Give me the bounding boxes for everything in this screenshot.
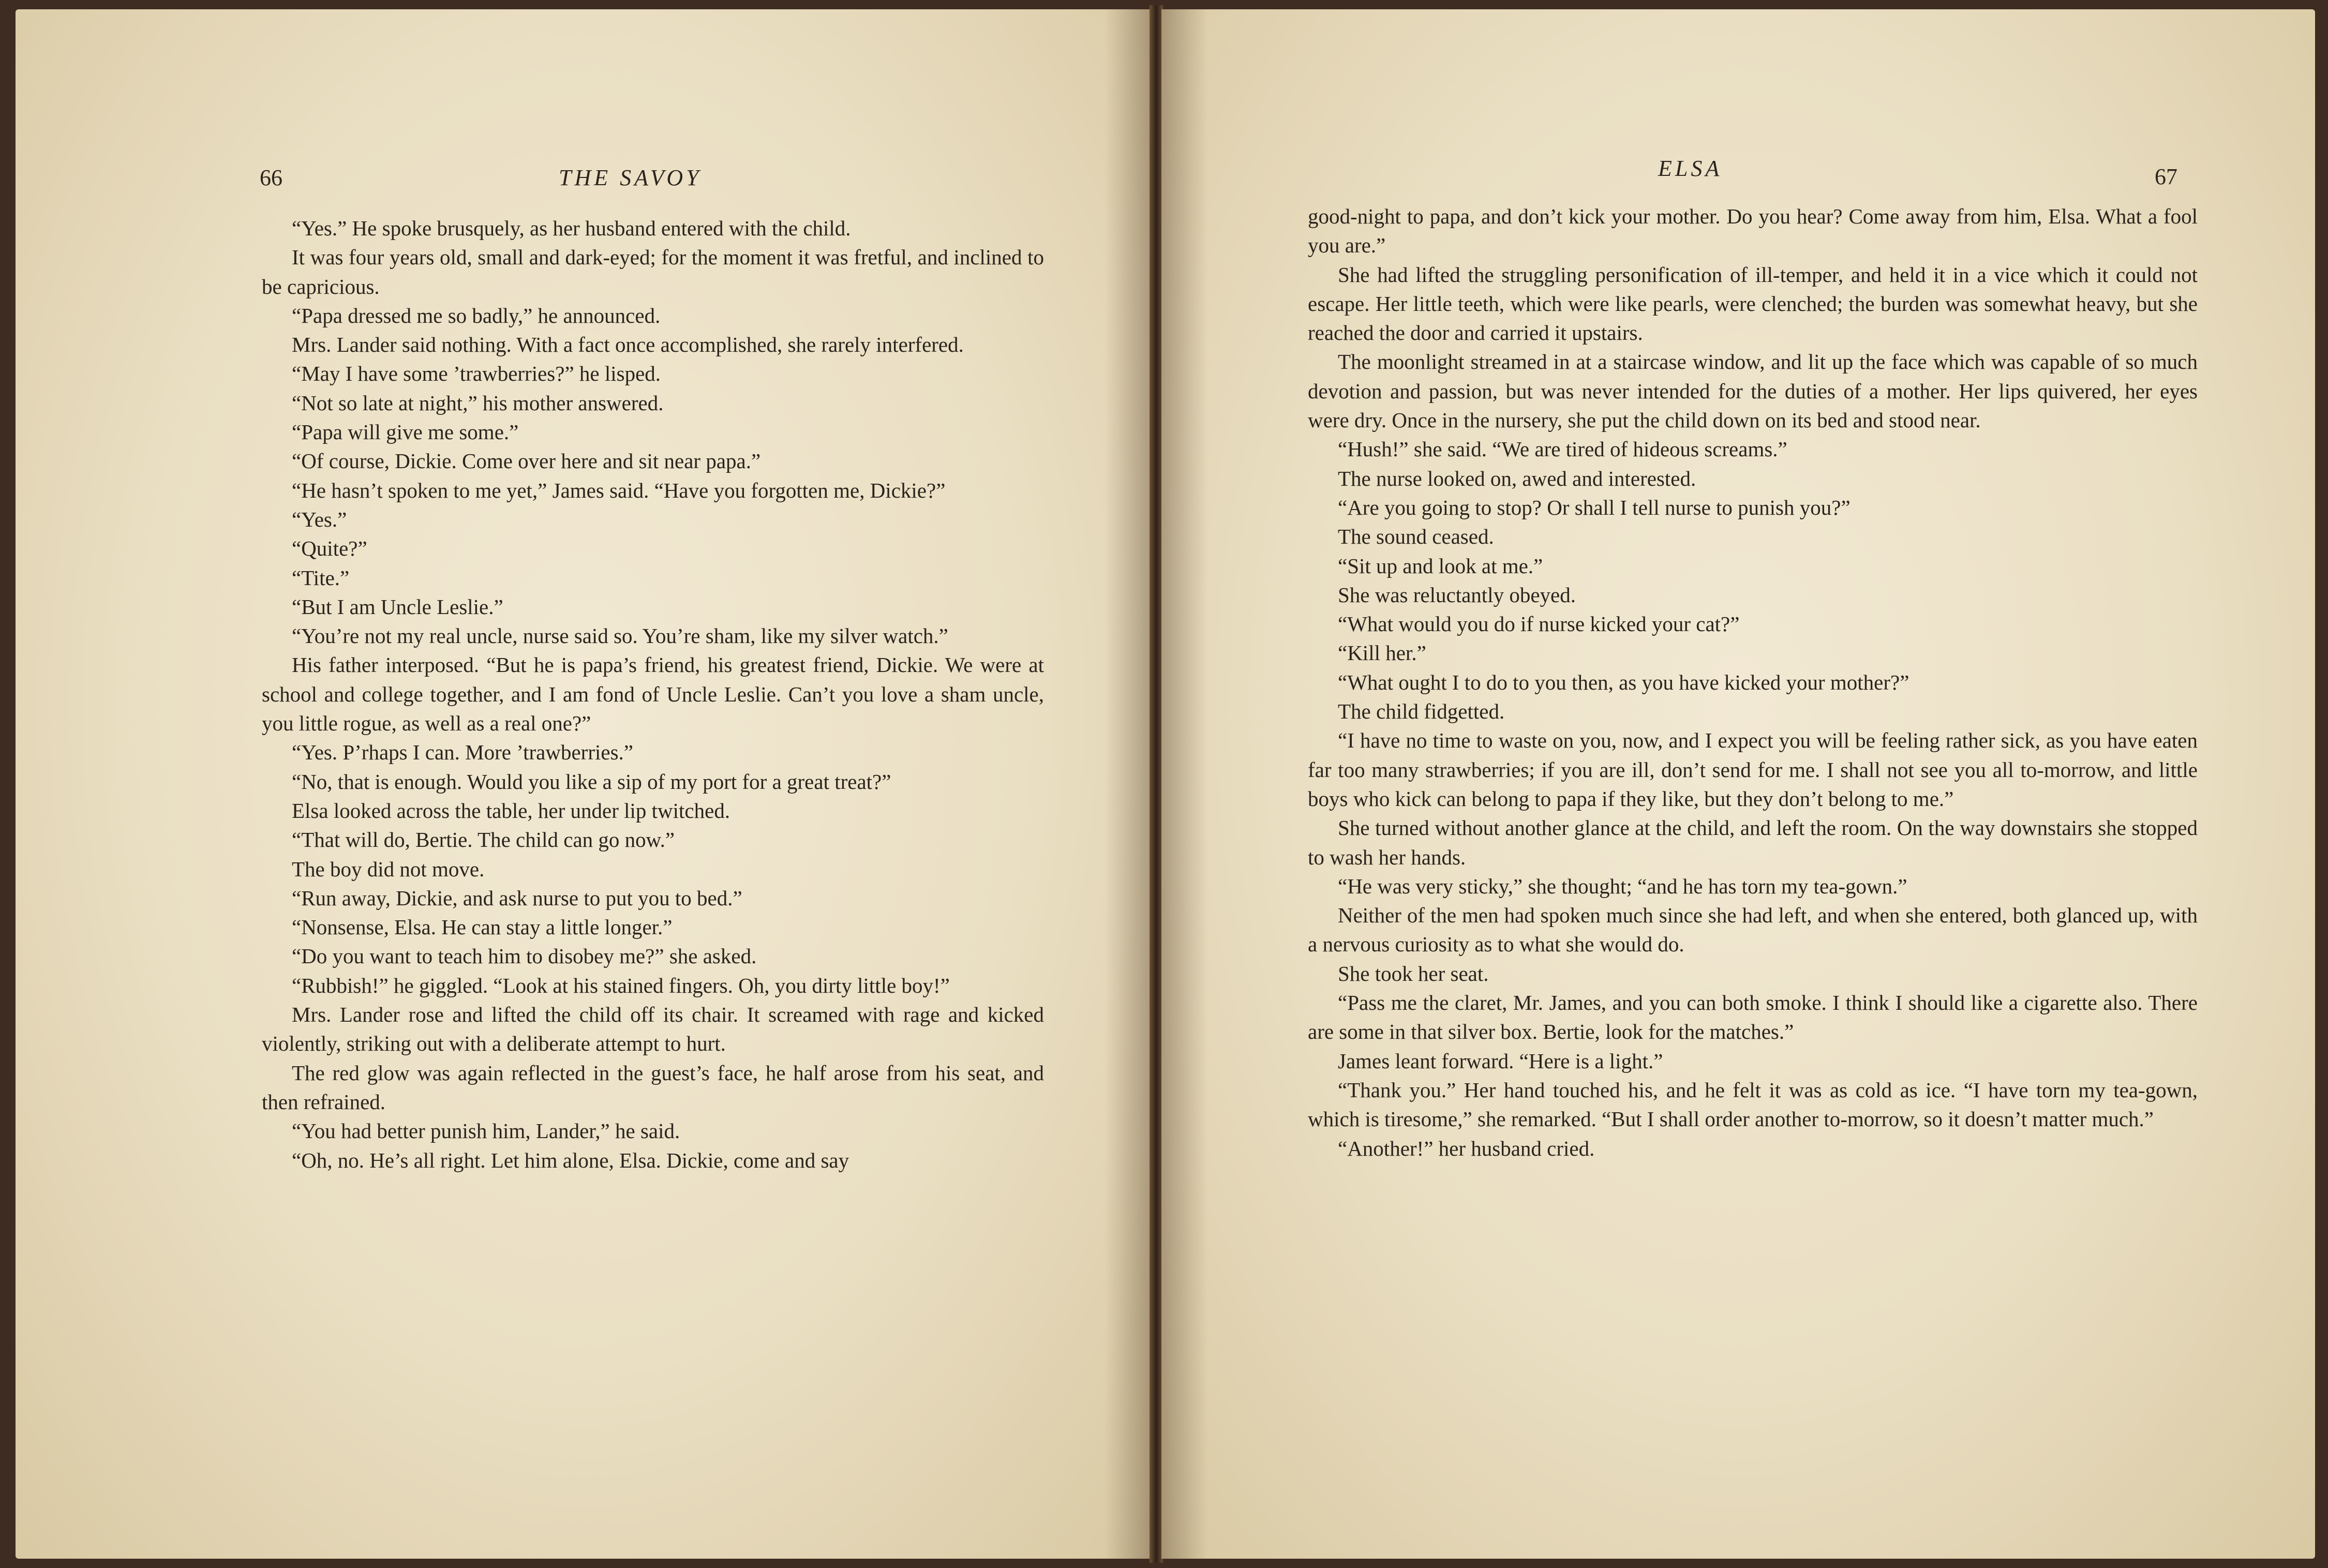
paragraph: “No, that is enough. Would you like a sip of my port for a great treat?” — [292, 769, 891, 794]
body-text — [1308, 202, 2198, 1163]
paragraph: The child fidgetted. — [1338, 699, 1505, 724]
paragraph: She took her seat. — [1338, 961, 1489, 985]
running-title: THE SAVOY — [559, 165, 702, 190]
paragraph: “He was very sticky,” she thought; “and he has torn my tea-gown.” — [1338, 874, 1907, 898]
paragraph: “Rubbish!” he giggled. “Look at his stained fingers. Oh, you dirty little boy!” — [292, 973, 950, 997]
paragraph: “Run away, Dickie, and ask nurse to put you to bed.” — [292, 886, 742, 910]
paragraph: “Hush!” she said. “We are tired of hideous screams.” — [1338, 437, 1787, 461]
page-number: 66 — [260, 165, 282, 190]
paragraph: “Papa will give me some.” — [292, 420, 519, 444]
paragraph: good-night to papa, and don’t kick your mother. Do you hear? Come away from him, Elsa. What a fool you are.” — [1308, 204, 2198, 258]
page-number: 67 — [2155, 164, 2177, 189]
paragraph: It was four years old, small and dark-eyed; for the moment it was fretful, and inclined to be capricious. — [262, 245, 1044, 298]
body-text — [262, 214, 1044, 1175]
paragraph: “Nonsense, Elsa. He can stay a little longer.” — [292, 915, 673, 939]
right-page — [1161, 9, 2315, 1559]
paragraph: “He hasn’t spoken to me yet,” James said. “Have you forgotten me, Dickie?” — [292, 478, 946, 502]
paragraph: “Yes. P’rhaps I can. More ’trawberries.” — [292, 740, 633, 765]
paragraph: The nurse looked on, awed and interested. — [1338, 466, 1696, 490]
paragraph: “Not so late at night,” his mother answered. — [292, 391, 664, 415]
paragraph: She was reluctantly obeyed. — [1338, 583, 1576, 607]
paragraph: The sound ceased. — [1338, 525, 1494, 549]
paragraph: Neither of the men had spoken much since she had left, and when she entered, both glanced up, with a nervous curiosity as to what she would do. — [1308, 903, 2198, 957]
paragraph: “Kill her.” — [1338, 641, 1426, 665]
paragraph: “You’re not my real uncle, nurse said so. You’re sham, like my silver watch.” — [292, 624, 948, 648]
paragraph: The moonlight streamed in at a staircase window, and lit up the face which was capable of so much devotion and passion, but was never intended for the duties of a mother. Her lips quivered, her eyes were dry. Once in the nursery, she put the child down on its bed and stood near. — [1308, 350, 2198, 432]
paragraph: “Another!” her husband cried. — [1338, 1136, 1595, 1160]
paragraph: “That will do, Bertie. The child can go now.” — [292, 828, 675, 852]
paragraph: “Sit up and look at me.” — [1338, 554, 1543, 578]
running-title: ELSA — [1658, 156, 1723, 181]
paragraph: Elsa looked across the table, her under lip twitched. — [292, 798, 730, 823]
paragraph: “What would you do if nurse kicked your cat?” — [1338, 612, 1740, 636]
paragraph: She turned without another glance at the child, and left the room. On the way downstairs she stopped to wash her hands. — [1308, 816, 2198, 869]
paragraph: She had lifted the struggling personification of ill-temper, and held it in a vice which it could not escape. Her little teeth, which were like pearls, were clenched; the burden was somewhat heavy, but she reached the door and carried it upstairs. — [1308, 262, 2198, 345]
paragraph: “Pass me the claret, Mr. James, and you can both smoke. I think I should like a cigarette also. There are some in that silver box. Bertie, look for the matches.” — [1308, 991, 2198, 1044]
paragraph: “Yes.” — [292, 507, 347, 531]
paragraph: “Papa dressed me so badly,” he announced. — [292, 303, 661, 327]
paragraph: “Of course, Dickie. Come over here and sit near papa.” — [292, 449, 761, 473]
paragraph: The boy did not move. — [292, 857, 485, 881]
paragraph: “Are you going to stop? Or shall I tell nurse to punish you?” — [1338, 495, 1851, 519]
paragraph: Mrs. Lander rose and lifted the child off its chair. It screamed with rage and kicked violently, striking out with a deliberate attempt to hurt. — [262, 1003, 1044, 1056]
paragraph: His father interposed. “But he is papa’s friend, his greatest friend, Dickie. We were at school and college together, and I am fond of Uncle Leslie. Can’t you love a sham uncle, you little rogue, as well as a real one?” — [262, 653, 1044, 736]
paragraph: “Tite.” — [292, 565, 350, 590]
paragraph: “Thank you.” Her hand touched his, and he felt it was as cold as ice. “I have torn my tea-gown, which is tiresome,” she remarked. “But I shall order another to-morrow, so it doesn’t matter much.” — [1308, 1078, 2198, 1131]
paragraph: James leant forward. “Here is a light.” — [1338, 1049, 1663, 1073]
paragraph: “I have no time to waste on you, now, and I expect you will be feeling rather sick, as you have eaten far too many strawberries; if you are ill, don’t send for me. I shall not see you all to-morrow, and little boys who kick can belong to papa if they like, but they don’t belong to me.” — [1308, 728, 2198, 811]
paragraph: “Quite?” — [292, 536, 367, 561]
paragraph: “Yes.” He spoke brusquely, as her husband entered with the child. — [292, 216, 851, 240]
paragraph: “You had better punish him, Lander,” he said. — [292, 1119, 680, 1143]
left-page — [16, 9, 1151, 1559]
paragraph: “But I am Uncle Leslie.” — [292, 594, 503, 619]
paragraph: “May I have some ’trawberries?” he lisped. — [292, 362, 661, 386]
paragraph: The red glow was again reflected in the guest’s face, he half arose from his seat, and then refrained. — [262, 1061, 1044, 1114]
paragraph: “What ought I to do to you then, as you have kicked your mother?” — [1338, 670, 1909, 694]
paragraph: Mrs. Lander said nothing. With a fact once accomplished, she rarely interfered. — [292, 333, 964, 357]
paragraph: “Do you want to teach him to disobey me?” she asked. — [292, 944, 757, 968]
paragraph: “Oh, no. He’s all right. Let him alone, Elsa. Dickie, come and say — [292, 1148, 849, 1172]
